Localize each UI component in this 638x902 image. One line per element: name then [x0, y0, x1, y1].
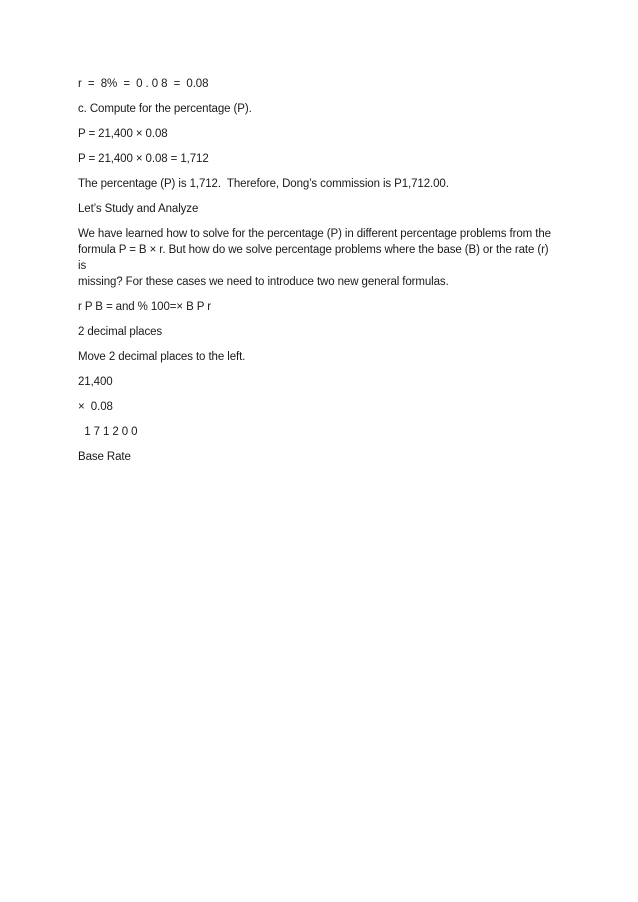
paragraph-line: We have learned how to solve for the percentage (P) in different percentage problems from the: [78, 228, 551, 240]
paragraph-line: missing? For these cases we need to introduce two new general formulas.: [78, 276, 449, 288]
paragraph-line: formula P = B × r. But how do we solve percentage problems where the base (B) or the rate (r) is: [78, 244, 549, 272]
section-heading: Let’s Study and Analyze: [78, 203, 199, 215]
move-decimal-note: Move 2 decimal places to the left.: [78, 351, 246, 363]
formula-result-line: P = 21,400 × 0.08 = 1,712: [78, 153, 209, 165]
conclusion-line: The percentage (P) is 1,712. Therefore, Dong’s commission is P1,712.00.: [78, 178, 449, 190]
multiplicand: 21,400: [78, 376, 113, 388]
decimal-places-label: 2 decimal places: [78, 326, 163, 338]
formula-line: P = 21,400 × 0.08: [78, 128, 168, 140]
step-c-heading: c. Compute for the percentage (P).: [78, 103, 252, 115]
product: 1 7 1 2 0 0: [78, 426, 138, 438]
document-body: [78, 76, 556, 474]
rate-conversion-line: r = 8% = 0 . 0 8 = 0.08: [78, 78, 209, 90]
intro-paragraph: [78, 226, 556, 290]
multiplier: × 0.08: [78, 401, 113, 413]
formula-fragment-line: r P B = and % 100=× B P r: [78, 301, 211, 313]
base-rate-label: Base Rate: [78, 451, 131, 463]
